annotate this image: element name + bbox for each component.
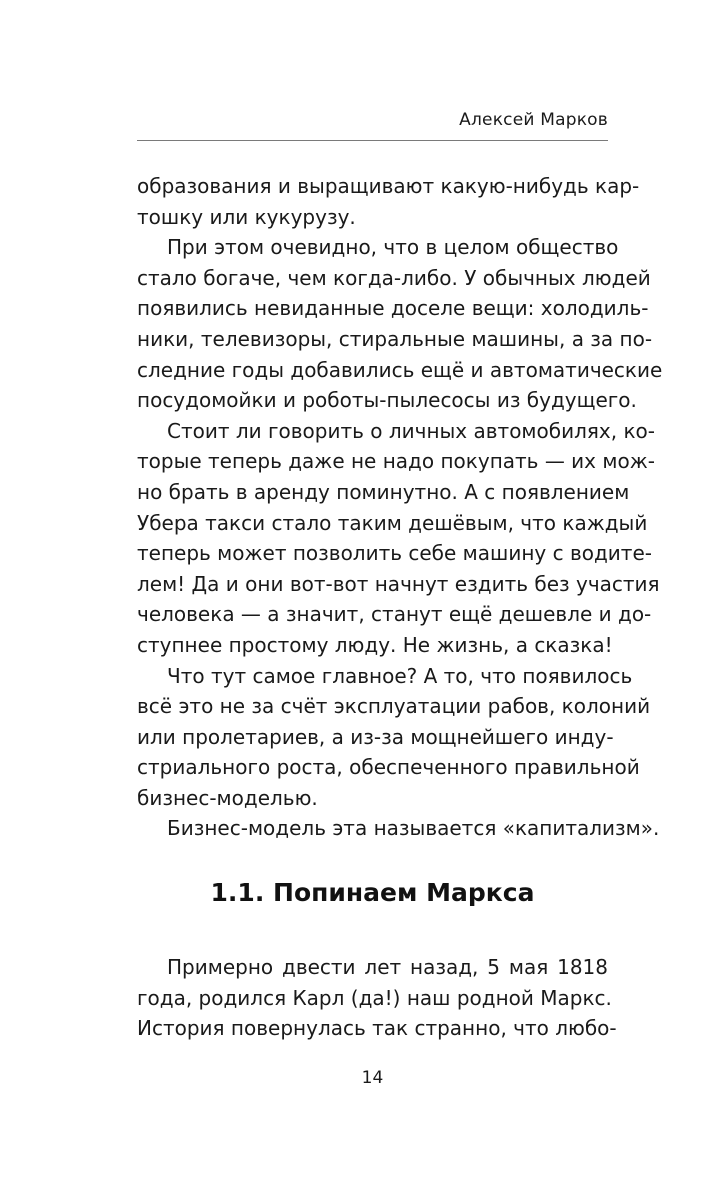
text-line: стриального роста, обеспеченного правильной [137, 755, 640, 780]
text-line: Что тут самое главное? А то, что появилось [167, 663, 633, 688]
text-line: лем! Да и они вот-вот начнут ездить без участия [137, 571, 660, 596]
text-line: Убера такси стало таким дешёвым, что каждый [137, 510, 648, 535]
section-heading: 1.1. Попинаем Маркса [210, 878, 535, 907]
text-line: История повернулась так странно, что любо- [137, 1016, 617, 1041]
text-line: образования и выращивают какую-нибудь кар- [137, 174, 640, 198]
text-line: торые теперь даже не надо покупать — их мож- [137, 449, 655, 474]
text-line: следние годы добавились ещё и автоматические [137, 357, 663, 382]
text-line: появились невиданные доселе вещи: холодиль- [137, 296, 649, 321]
text-line: Примерно двести лет назад, 5 мая 1818 [167, 955, 608, 979]
text-line: посудомойки и роботы-пылесосы из будущего. [137, 388, 637, 413]
text-line: всё это не за счёт эксплуатации рабов, колоний [137, 694, 651, 719]
text-line: теперь может позволить себе машину с водите- [137, 541, 652, 566]
text-line: ники, телевизоры, стиральные машины, а за по- [137, 326, 653, 351]
running-head-rule [137, 140, 608, 141]
text-line: человека — а значит, станут ещё дешевле и до- [137, 602, 652, 627]
body-text-bottom [137, 952, 617, 1044]
running-head: Алексей Марков [459, 110, 608, 130]
page-number: 14 [361, 1068, 384, 1088]
text-line: тошку или кукурузу. [137, 204, 356, 229]
body-text-top [137, 171, 663, 844]
text-line: Стоит ли говорить о личных автомобилях, ко- [167, 418, 655, 443]
text-line: стало богаче, чем когда-либо. У обычных людей [137, 265, 651, 290]
text-line: ступнее простому люду. Не жизнь, а сказка! [137, 632, 613, 657]
text-line: но брать в аренду поминутно. А с появлением [137, 479, 630, 504]
text-line: года, родился Карл (да!) наш родной Маркс. [137, 985, 612, 1010]
text-line: Бизнес-модель эта называется «капитализм». [167, 816, 660, 841]
text-line: При этом очевидно, что в целом общество [167, 235, 619, 260]
text-line: бизнес-моделью. [137, 785, 318, 810]
text-line: или пролетариев, а из-за мощнейшего инду- [137, 724, 614, 749]
